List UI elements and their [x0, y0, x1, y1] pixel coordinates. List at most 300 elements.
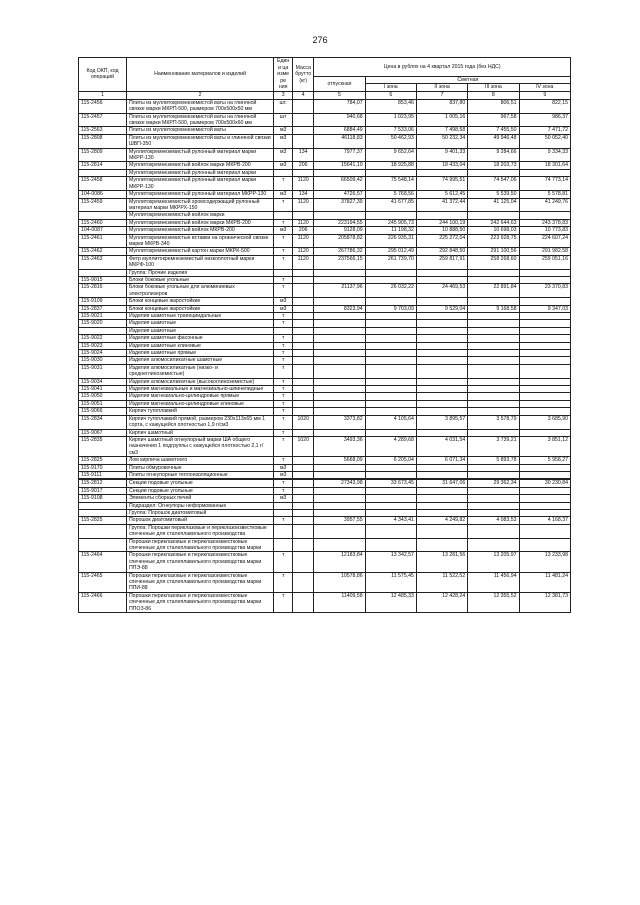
zone3-price-cell: 5 539,50: [468, 191, 519, 198]
mass-cell: 1020: [293, 436, 314, 456]
mass-cell: [293, 276, 314, 283]
release-price-cell: [314, 400, 365, 407]
mass-cell: [293, 517, 314, 524]
name-cell: Изделия шамотные: [126, 320, 273, 327]
mass-cell: 206: [293, 162, 314, 169]
zone1-price-cell: [365, 313, 416, 320]
table-row: [79, 386, 571, 393]
name-cell: Подраздел: Огнеупоры неформованные: [126, 502, 273, 509]
unit-cell: шт.: [274, 99, 293, 113]
table-row: [79, 234, 571, 248]
zone1-price-cell: [365, 335, 416, 342]
table-row: [79, 524, 571, 538]
name-cell: Кирпич тугоплавкий прямой, размером 230х113х65 мм 1 сорта, с кажущейся плотностью 1,9 г/см3: [126, 415, 273, 429]
mass-cell: [293, 320, 314, 327]
unit-cell: т: [274, 357, 293, 364]
unit-cell: т: [274, 234, 293, 248]
unit-cell: м3: [274, 134, 293, 148]
header-name: Наименование материалов и изделий: [126, 58, 273, 92]
zone1-price-cell: 5 768,56: [365, 191, 416, 198]
zone2-price-cell: 11 522,52: [416, 572, 467, 592]
code-cell: 115-9170: [79, 464, 127, 471]
name-cell: Муллитокремнеземистый войлок марки: [126, 212, 273, 219]
table-row: [79, 357, 571, 364]
zone4-price-cell: [519, 524, 570, 538]
zone2-price-cell: 837,80: [416, 99, 467, 113]
name-cell: Плиты из муллитокремнеземистой ваты на глиняной связке марки МКРП-500, размером 700х500х60 мм: [126, 113, 273, 127]
release-price-cell: [314, 378, 365, 385]
name-cell: Блоки концевые жаростойкие: [126, 305, 273, 312]
unit-cell: т: [274, 284, 293, 298]
zone3-price-cell: 3 739,21: [468, 436, 519, 456]
name-cell: Порошок диатомитовый: [126, 517, 273, 524]
release-price-cell: 6884,49: [314, 127, 365, 134]
zone3-price-cell: [468, 212, 519, 219]
zone4-price-cell: 243 378,83: [519, 219, 570, 226]
zone1-price-cell: [365, 350, 416, 357]
mass-cell: [293, 386, 314, 393]
zone4-price-cell: 224 607,24: [519, 234, 570, 248]
table-row: [79, 592, 571, 612]
table-row: [79, 320, 571, 327]
column-index-cell: 6: [365, 91, 416, 99]
table-row: [79, 502, 571, 509]
zone1-price-cell: [365, 429, 416, 436]
zone4-price-cell: [519, 487, 570, 494]
zone2-price-cell: 225 272,04: [416, 234, 467, 248]
name-cell: Изделия алюмосиликатные (высокоглиноземистые): [126, 378, 273, 385]
zone1-price-cell: [365, 393, 416, 400]
unit-cell: м3: [274, 127, 293, 134]
mass-cell: [293, 284, 314, 298]
unit-cell: [274, 327, 293, 334]
zone3-price-cell: [468, 342, 519, 349]
table-row: [79, 327, 571, 334]
code-cell: 115-9108: [79, 495, 127, 502]
unit-cell: т: [274, 592, 293, 612]
release-price-cell: 66509,42: [314, 177, 365, 191]
name-cell: Изделия шамотные клиновые: [126, 342, 273, 349]
zone2-price-cell: 292 848,50: [416, 248, 467, 255]
zone2-price-cell: [416, 320, 467, 327]
table-row: [79, 464, 571, 471]
mass-cell: [293, 342, 314, 349]
name-cell: Муллитокремнеземистые вставки на органической связке марки МКРВ-340: [126, 234, 273, 248]
zone1-price-cell: 4 343,41: [365, 517, 416, 524]
mass-cell: [293, 298, 314, 305]
zone2-price-cell: 3 895,57: [416, 415, 467, 429]
zone3-price-cell: 5 893,78: [468, 457, 519, 464]
code-cell: 115-9067: [79, 429, 127, 436]
mass-cell: [293, 480, 314, 487]
release-price-cell: 3957,55: [314, 517, 365, 524]
zone3-price-cell: [468, 400, 519, 407]
column-index-cell: 7: [416, 91, 467, 99]
table-row: [79, 572, 571, 592]
zone4-price-cell: [519, 378, 570, 385]
zone4-price-cell: [519, 400, 570, 407]
code-cell: 115-9031: [79, 364, 127, 378]
mass-cell: [293, 495, 314, 502]
zone1-price-cell: [365, 320, 416, 327]
zone1-price-cell: 18 925,88: [365, 162, 416, 169]
name-cell: Изделия шамотные фасонные: [126, 335, 273, 342]
zone2-price-cell: [416, 357, 467, 364]
table-row: [79, 313, 571, 320]
code-cell: 115-2835: [79, 436, 127, 456]
unit-cell: т: [274, 408, 293, 415]
table-row: [79, 169, 571, 176]
release-price-cell: [314, 408, 365, 415]
unit-cell: [274, 269, 293, 276]
zone1-price-cell: [365, 538, 416, 552]
unit-cell: м3: [274, 495, 293, 502]
zone2-price-cell: 41 372,44: [416, 198, 467, 212]
table-row: [79, 113, 571, 127]
zone4-price-cell: 74 773,14: [519, 177, 570, 191]
zone2-price-cell: 12 428,24: [416, 592, 467, 612]
code-cell: 115-2809: [79, 148, 127, 162]
column-index-cell: 2: [126, 91, 273, 99]
unit-cell: м3: [274, 148, 293, 162]
mass-cell: [293, 457, 314, 464]
column-index-row: [79, 91, 571, 99]
mass-cell: 1120: [293, 177, 314, 191]
release-price-cell: [314, 386, 365, 393]
zone2-price-cell: [416, 400, 467, 407]
zone1-price-cell: [365, 400, 416, 407]
name-cell: Плиты из муллитокремнеземистой ваты на глиняной связке марки МКРП-500, размером 700х500х50 мм: [126, 99, 273, 113]
table-row: [79, 429, 571, 436]
zone4-price-cell: 9 334,33: [519, 148, 570, 162]
zone1-price-cell: [365, 471, 416, 478]
unit-cell: т: [274, 378, 293, 385]
zone2-price-cell: [416, 429, 467, 436]
zone2-price-cell: [416, 327, 467, 334]
table-row: [79, 517, 571, 524]
unit-cell: т: [274, 517, 293, 524]
zone2-price-cell: 50 232,34: [416, 134, 467, 148]
table-row: [79, 248, 571, 255]
zone1-price-cell: [365, 378, 416, 385]
code-cell: 115-9021: [79, 313, 127, 320]
mass-cell: [293, 350, 314, 357]
release-price-cell: 27343,98: [314, 480, 365, 487]
unit-cell: т: [274, 342, 293, 349]
code-cell: 115-2808: [79, 134, 127, 148]
mass-cell: [293, 464, 314, 471]
code-cell: 115-9050: [79, 393, 127, 400]
zone4-price-cell: 3 851,12: [519, 436, 570, 456]
zone1-price-cell: [365, 269, 416, 276]
zone3-price-cell: [468, 487, 519, 494]
code-cell: 115-9023: [79, 342, 127, 349]
name-cell: Блоки боковые угольные: [126, 276, 273, 283]
unit-cell: [274, 169, 293, 176]
release-price-cell: [314, 169, 365, 176]
zone1-price-cell: 853,46: [365, 99, 416, 113]
unit-cell: т: [274, 552, 293, 572]
code-cell: 115-2463: [79, 255, 127, 269]
header-release-price: отпускная: [314, 77, 365, 92]
zone3-price-cell: 4 083,53: [468, 517, 519, 524]
release-price-cell: [314, 276, 365, 283]
mass-cell: [293, 99, 314, 113]
release-price-cell: [314, 538, 365, 552]
unit-cell: шт: [274, 113, 293, 127]
zone3-price-cell: [468, 524, 519, 538]
zone2-price-cell: [416, 487, 467, 494]
zone1-price-cell: [365, 464, 416, 471]
release-price-cell: 940,68: [314, 113, 365, 127]
zone2-price-cell: [416, 276, 467, 283]
release-price-cell: [314, 393, 365, 400]
zone3-price-cell: [468, 378, 519, 385]
zone3-price-cell: [468, 393, 519, 400]
zone4-price-cell: 822,15: [519, 99, 570, 113]
zone4-price-cell: 11 481,24: [519, 572, 570, 592]
release-price-cell: [314, 320, 365, 327]
zone2-price-cell: [416, 364, 467, 378]
table-row: [79, 127, 571, 134]
code-cell: 115-9020: [79, 320, 127, 327]
release-price-cell: 237566,15: [314, 255, 365, 269]
mass-cell: [293, 134, 314, 148]
zone4-price-cell: [519, 212, 570, 219]
zone2-price-cell: 24 469,53: [416, 284, 467, 298]
zone1-price-cell: [365, 487, 416, 494]
code-cell: 115-2460: [79, 219, 127, 226]
table-row: [79, 284, 571, 298]
release-price-cell: 15641,10: [314, 162, 365, 169]
code-cell: [79, 509, 127, 516]
zone1-price-cell: 9 703,09: [365, 305, 416, 312]
zone2-price-cell: 7 498,58: [416, 127, 467, 134]
zone3-price-cell: 7 455,50: [468, 127, 519, 134]
zone3-price-cell: [468, 320, 519, 327]
release-price-cell: [314, 524, 365, 538]
zone3-price-cell: [468, 429, 519, 436]
zone1-price-cell: [365, 386, 416, 393]
release-price-cell: 205878,82: [314, 234, 365, 248]
zone1-price-cell: [365, 298, 416, 305]
mass-cell: [293, 509, 314, 516]
release-price-cell: 46118,83: [314, 134, 365, 148]
code-cell: 115-9066: [79, 408, 127, 415]
code-cell: [79, 212, 127, 219]
unit-cell: м3: [274, 305, 293, 312]
zone3-price-cell: [468, 276, 519, 283]
unit-cell: т: [274, 457, 293, 464]
mass-cell: [293, 538, 314, 552]
zone4-price-cell: [519, 357, 570, 364]
zone1-price-cell: [365, 524, 416, 538]
table-row: [79, 342, 571, 349]
zone3-price-cell: [468, 335, 519, 342]
zone1-price-cell: 6 205,04: [365, 457, 416, 464]
zone4-price-cell: 4 168,37: [519, 517, 570, 524]
code-cell: 115-2465: [79, 572, 127, 592]
zone3-price-cell: 291 100,56: [468, 248, 519, 255]
code-cell: 115-2814: [79, 162, 127, 169]
zone2-price-cell: [416, 378, 467, 385]
zone4-price-cell: [519, 327, 570, 334]
unit-cell: [274, 212, 293, 219]
zone4-price-cell: 5 958,27: [519, 457, 570, 464]
zone1-price-cell: 13 342,57: [365, 552, 416, 572]
zone1-price-cell: 75 548,14: [365, 177, 416, 191]
unit-cell: т: [274, 320, 293, 327]
price-table: [78, 57, 571, 613]
table-row: [79, 408, 571, 415]
zone3-price-cell: [468, 509, 519, 516]
table-row: [79, 269, 571, 276]
unit-cell: т: [274, 248, 293, 255]
name-cell: Муллитокремнеземистый рулонный материал марки: [126, 169, 273, 176]
zone1-price-cell: 295 012,49: [365, 248, 416, 255]
column-index-cell: 4: [293, 91, 314, 99]
zone3-price-cell: 9 168,58: [468, 305, 519, 312]
code-cell: 115-9030: [79, 357, 127, 364]
table-row: [79, 255, 571, 269]
zone4-price-cell: 18 301,64: [519, 162, 570, 169]
zone2-price-cell: [416, 212, 467, 219]
code-cell: 115-2837: [79, 305, 127, 312]
header-zone-3: III зона: [468, 84, 519, 91]
code-cell: 115-2464: [79, 552, 127, 572]
mass-cell: [293, 592, 314, 612]
release-price-cell: [314, 502, 365, 509]
header-estimate-price: Сметная: [365, 77, 570, 84]
table-row: [79, 350, 571, 357]
table-row: [79, 378, 571, 385]
name-cell: Порошки периклазовые и периклазоизвестковые спеченные для сталеплавильного производства марки ППЭ-88: [126, 552, 273, 572]
zone2-price-cell: [416, 471, 467, 478]
zone1-price-cell: 9 652,64: [365, 148, 416, 162]
unit-cell: т: [274, 335, 293, 342]
zone3-price-cell: 74 547,06: [468, 177, 519, 191]
name-cell: Порошки периклазовые и периклазоизвестковые спеченные для сталеплавильного производства марки: [126, 538, 273, 552]
mass-cell: [293, 471, 314, 478]
code-cell: 115-9041: [79, 386, 127, 393]
zone3-price-cell: [468, 357, 519, 364]
unit-cell: т: [274, 219, 293, 226]
code-cell: 115-9015: [79, 276, 127, 283]
code-cell: [79, 269, 127, 276]
unit-cell: т: [274, 487, 293, 494]
zone2-price-cell: [416, 464, 467, 471]
release-price-cell: 21137,96: [314, 284, 365, 298]
zone4-price-cell: [519, 502, 570, 509]
unit-cell: м3: [274, 191, 293, 198]
zone1-price-cell: [365, 276, 416, 283]
zone1-price-cell: 4 105,64: [365, 415, 416, 429]
column-index-cell: 9: [519, 91, 570, 99]
zone3-price-cell: [468, 471, 519, 478]
mass-cell: 206: [293, 227, 314, 234]
column-index-cell: 5: [314, 91, 365, 99]
zone3-price-cell: [468, 502, 519, 509]
unit-cell: м3: [274, 298, 293, 305]
release-price-cell: [314, 313, 365, 320]
code-cell: [79, 169, 127, 176]
unit-cell: т: [274, 393, 293, 400]
table-row: [79, 148, 571, 162]
mass-cell: 1120: [293, 219, 314, 226]
code-cell: 115-9022: [79, 335, 127, 342]
unit-cell: т: [274, 400, 293, 407]
release-price-cell: [314, 212, 365, 219]
table-row: [79, 364, 571, 378]
name-cell: Муллитокремнеземистый рулонный материал МКРР-130: [126, 191, 273, 198]
zone1-price-cell: [365, 502, 416, 509]
name-cell: Плиты из муллитокремнеземистой ваты: [126, 127, 273, 134]
unit-cell: м3: [274, 162, 293, 169]
zone1-price-cell: 12 485,33: [365, 592, 416, 612]
zone1-price-cell: 4 289,68: [365, 436, 416, 456]
zone3-price-cell: 49 946,48: [468, 134, 519, 148]
zone4-price-cell: [519, 298, 570, 305]
zone4-price-cell: 9 347,03: [519, 305, 570, 312]
zone3-price-cell: 22 891,84: [468, 284, 519, 298]
zone2-price-cell: 10 888,50: [416, 227, 467, 234]
column-index-cell: 1: [79, 91, 127, 99]
name-cell: Плиты из муллитокремнеземистой ваты и глиняной связки ШВП-350: [126, 134, 273, 148]
zone4-price-cell: 5 578,81: [519, 191, 570, 198]
zone1-price-cell: [365, 169, 416, 176]
zone3-price-cell: 258 268,60: [468, 255, 519, 269]
name-cell: Плиты огнеупорные теплоизоляционные: [126, 471, 273, 478]
unit-cell: т: [274, 415, 293, 429]
page-number: 276: [312, 35, 328, 45]
name-cell: Кирпич шамотный: [126, 429, 273, 436]
zone2-price-cell: 13 281,56: [416, 552, 467, 572]
table-row: [79, 487, 571, 494]
mass-cell: 1020: [293, 415, 314, 429]
name-cell: Элементы сборных печей: [126, 495, 273, 502]
zone2-price-cell: [416, 408, 467, 415]
unit-cell: [274, 502, 293, 509]
name-cell: Группа: Порошок диатомитовый: [126, 509, 273, 516]
mass-cell: [293, 212, 314, 219]
name-cell: Группа: Порошки периклазовые и периклазоизвестковые спеченные для сталеплавильного производства: [126, 524, 273, 538]
release-price-cell: 37827,39: [314, 198, 365, 212]
code-cell: [79, 502, 127, 509]
zone2-price-cell: [416, 298, 467, 305]
code-cell: 115-2563: [79, 127, 127, 134]
table-row: [79, 177, 571, 191]
mass-cell: [293, 269, 314, 276]
name-cell: Изделия алюмосиликатные шамотные: [126, 357, 273, 364]
zone3-price-cell: 10 698,03: [468, 227, 519, 234]
zone2-price-cell: [416, 393, 467, 400]
name-cell: Секции подовые угольные: [126, 487, 273, 494]
release-price-cell: [314, 364, 365, 378]
unit-cell: м3: [274, 464, 293, 471]
code-cell: 115-2457: [79, 113, 127, 127]
header-unit: Едини ца измере ния: [274, 58, 293, 92]
table-row: [79, 305, 571, 312]
zone1-price-cell: 50 462,93: [365, 134, 416, 148]
release-price-cell: [314, 269, 365, 276]
zone4-price-cell: 291 982,58: [519, 248, 570, 255]
zone3-price-cell: 967,58: [468, 113, 519, 127]
unit-cell: т: [274, 436, 293, 456]
release-price-cell: 9128,09: [314, 227, 365, 234]
zone1-price-cell: 11 198,32: [365, 227, 416, 234]
zone4-price-cell: [519, 393, 570, 400]
table-row: [79, 298, 571, 305]
